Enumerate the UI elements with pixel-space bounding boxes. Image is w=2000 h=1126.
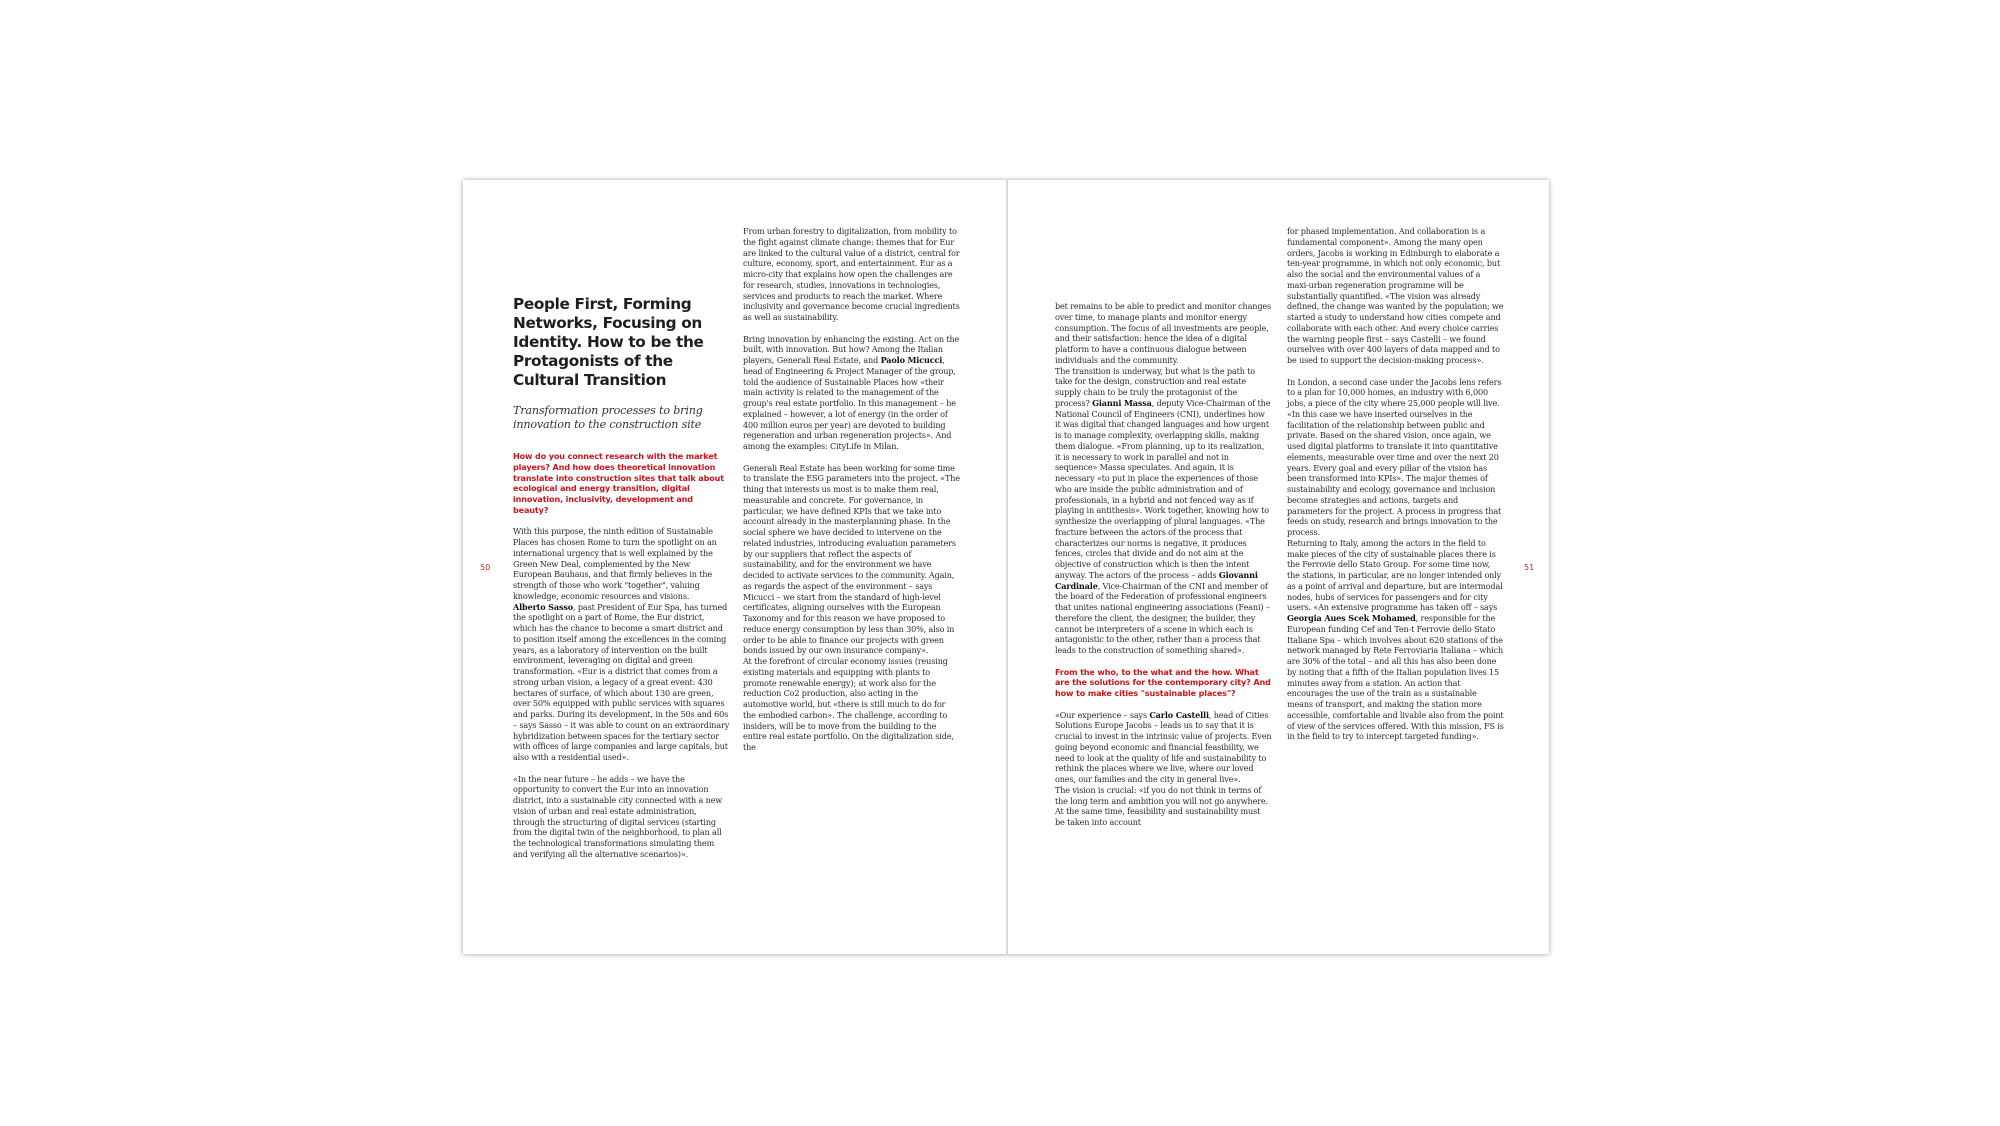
paragraph: The vision is crucial: «if you do not think in terms of the long term and ambition you will not go anywhere. At the same time, feasibility and sustainability must be taken into account xyxy=(1055,784,1268,827)
page-number-left: 50 xyxy=(480,563,491,572)
column-3 xyxy=(1055,301,1272,839)
paragraph: With this purpose, the ninth edition of Sustainable Places has chosen Rome to turn the spotlight on an international urgency that is well explained by the Green New Deal, complemented by the New European Bauhaus, and that firmly believes in the strength of those who work "together", valuing knowledge, economic resources and visions. xyxy=(513,526,717,601)
person-name: Georgia Aues Scek Mohamed xyxy=(1287,613,1416,623)
person-name: Paolo Micucci xyxy=(880,355,943,365)
paragraph: The transition is underway, but what is the path to take for the design, construction and real estate supply chain to be truly the protagonist of the process? Gianni Massa, deputy Vice-Chairman of the National Council of Engineers (CNI), underlines how it was digital that changed languages and how urgent is to manage complexity, overlapping skills, making them dialogue. «From planning, up to its realization, it is necessary to work in parallel and not in sequence» Massa speculates. And again, it is necessary «to put in place the experiences of those who are inside the public administration and of professionals, in a hybrid and not fenced way as if playing in antithesis». Work together, knowing how to synthesize the overlapping of plural languages. «The fracture between the actors of the process that characterizes our norms is negative, it produces fences, circles that divide and do not aim at the objective of construction which is then the intent anyway. The actors of the process – adds Giovanni Cardinale, Vice-Chairman of the CNI and member of the board of the Federation of professional engineers that unites national engineering associations (Feani) – therefore the client, the designer, the builder, they cannot be interpreters of a scene in which each is antagonistic to the other, rather than a process that leads to the construction of something shared». xyxy=(1055,365,1271,655)
paragraph: In London, a second case under the Jacobs lens refers to a plan for 10,000 homes, an industry with 6,000 jobs, a piece of the city where 25,000 people will live. «In this case we have inserted ourselves in the facilitation of the relationship between public and private. Based on the shared vision, once again, we used digital platforms to translate it into quantitative elements, measurable over time and over the next 20 years. Every goal and every pillar of the vision has been transformed into KPIs». The major themes of sustainability and ecology, governance and inclusion become strategies and actions, targets and parameters for the project. A process in progress that feeds on study, research and brings innovation to the process. xyxy=(1287,376,1502,537)
paragraph: bet remains to be able to predict and monitor changes over time, to manage plants and monitor energy consumption. The focus of all investments are people, and their satisfaction: hence the idea of a digital platform to have a continuous dialogue between individuals and the community. xyxy=(1055,301,1272,365)
person-name: Gianni Massa xyxy=(1092,397,1152,408)
paragraph: Returning to Italy, among the actors in the field to make pieces of the city of sustainable places there is the Ferrovie dello Stato Group. For some time now, the stations, in particular, are no longer intended only as a point of arrival and departure, but are intermodal nodes, hubs of services for passengers and for city users. «An extensive programme has taken off – says Georgia Aues Scek Mohamed, responsible for the European funding Cef and Ten-t Ferrovie dello Stato Italiane Spa – which involves about 620 stations of the network managed by Rete Ferroviaria Italiana – which are 30% of the total – and all this has also been done by noting that a fifth of the Italian population lives 15 minutes away from a station. An action that encourages the use of the train as a sustainable means of transport, and making the station more accessible, comfortable and livable also from the point of view of the services offered. With this mission, FS is in the field to try to intercept targeted funding». xyxy=(1287,537,1504,742)
paragraph: «In the near future – he adds – we have the opportunity to convert the Eur into an innovation district, into a sustainable city connected with a new vision of urban and real estate administration, through the structuring of digital services (starting from the digital twin of the neighborhood, to plan all the technological transformations simulating them and verifying all the alternative scenarios)». xyxy=(513,773,723,859)
magazine-spread xyxy=(463,180,1549,954)
article-title: People First, Forming Networks, Focusing on Identity. How to be the Protagonists of the Cultural Transition xyxy=(513,295,704,389)
paragraph: «Our experience – says Carlo Castelli, head of Cities Solutions Europe Jacobs – leads us to say that it is crucial to invest in the intrinsic value of projects. Even going beyond economic and financial feasibility, we need to look at the quality of life and sustainability to rethink the places where we live, where our loved ones, our families and the city in general live». xyxy=(1055,709,1272,784)
paragraph: From urban forestry to digitalization, from mobility to the fight against climate change: themes that for Eur are linked to the cultural value of a district, central for culture, economy, sport, and entertainment. Eur as a micro-city that explains how open the challenges are for research, studies, innovations in technologies, services and products to reach the market. Where inclusivity and governance become crucial ingredients as well as sustainability. xyxy=(743,226,960,322)
person-name: Carlo Castelli xyxy=(1149,709,1209,720)
paragraph: Alberto Sasso, past President of Eur Spa, has turned the spotlight on a part of Rome, the Eur district, which has the chance to become a smart district and to position itself among the excellences in the coming years, as a laboratory of intervention on the built environment, leveraging on digital and green transformation. «Eur is a district that comes from a strong urban vision, a legacy of a great event: 430 hectares of surface, of which about 130 are green, over 50% equipped with public services with squares and parks. During its development, in the 50s and 60s – says Sasso – it was able to count on an extraordinary hybridization between spaces for the tertiary sector with offices of large companies and large capitals, but also with a residential used». xyxy=(513,601,730,762)
paragraph: At the forefront of circular economy issues (reusing existing materials and equipping with plants to promote renewable energy); at work also for the reduction Co2 production, also acting in the automotive world, but «there is still much to do for the embodied carbon». The challenge, according to insiders, will be to move from the building to the entire real estate portfolio. On the digitalization side, the xyxy=(743,656,954,752)
question-highlight: How do you connect research with the market players? And how does theoretical innovation translate into construction sites that talk about ecological and energy transition, digital innovation, inclusivity, development and beauty? xyxy=(513,451,725,515)
paragraph: Bring innovation by enhancing the existing. Act on the built, with innovation. But how? Among the Italian players, Generali Real Estate, and Paolo Micucci, head of Engineering & Project Manager of the group, told the audience of Sustainable Places how «their main activity is related to the management of the group's real estate portfolio. In this management – he explained – however, a lot of energy (in the order of 400 million euros per year) are devoted to building regeneration and urban regeneration projects». And among the examples: CityLife in Milan. xyxy=(743,333,960,451)
spine-fold xyxy=(1006,180,1008,954)
person-name: Giovanni Cardinale xyxy=(1055,569,1258,591)
article-subtitle: Transformation processes to bring innovation to the construction site xyxy=(513,404,703,431)
page-number-right: 51 xyxy=(1524,563,1535,572)
paragraph: Generali Real Estate has been working for some time to translate the ESG parameters into the project. «The thing that interests us most is to make them real, measurable and concrete. For governance, in particular, we have defined KPIs that we take into account already in the masterplanning phase. In the social sphere we have decided to intervene on the related industries, introducing evaluation parameters by our suppliers that reflect the aspects of sustainability, and for the environment we have decided to activate services to the community. Again, as regards the aspect of the environment – says Micucci – we start from the standard of high-level certificates, aligning ourselves with the European Taxonomy and for this reason we have proposed to reduce energy consumption by less than 30%, also in order to be able to finance our projects with green bonds issued by our own insurance company». xyxy=(743,462,960,656)
column-1 xyxy=(513,295,730,870)
column-4 xyxy=(1287,226,1504,753)
column-2 xyxy=(743,226,960,764)
question-highlight: From the who, to the what and the how. What are the solutions for the contemporary city? And how to make cities "sustainable places"? xyxy=(1055,666,1271,698)
person-name: Alberto Sasso xyxy=(513,601,574,612)
paragraph: for phased implementation. And collaboration is a fundamental component». Among the many open orders, Jacobs is working in Edinburgh to elaborate a ten-year programme, in which not only economic, but also the social and the environmental values of a maxi-urban regeneration programme will be substantially quantified. «The vision was already defined, the change was wanted by the population; we started a study to understand how cities compete and collaborate with each other. And every choice carries the warning people first – says Castelli – we found ourselves with over 400 layers of data mapped and to be used to support the decision-making process». xyxy=(1287,226,1504,365)
